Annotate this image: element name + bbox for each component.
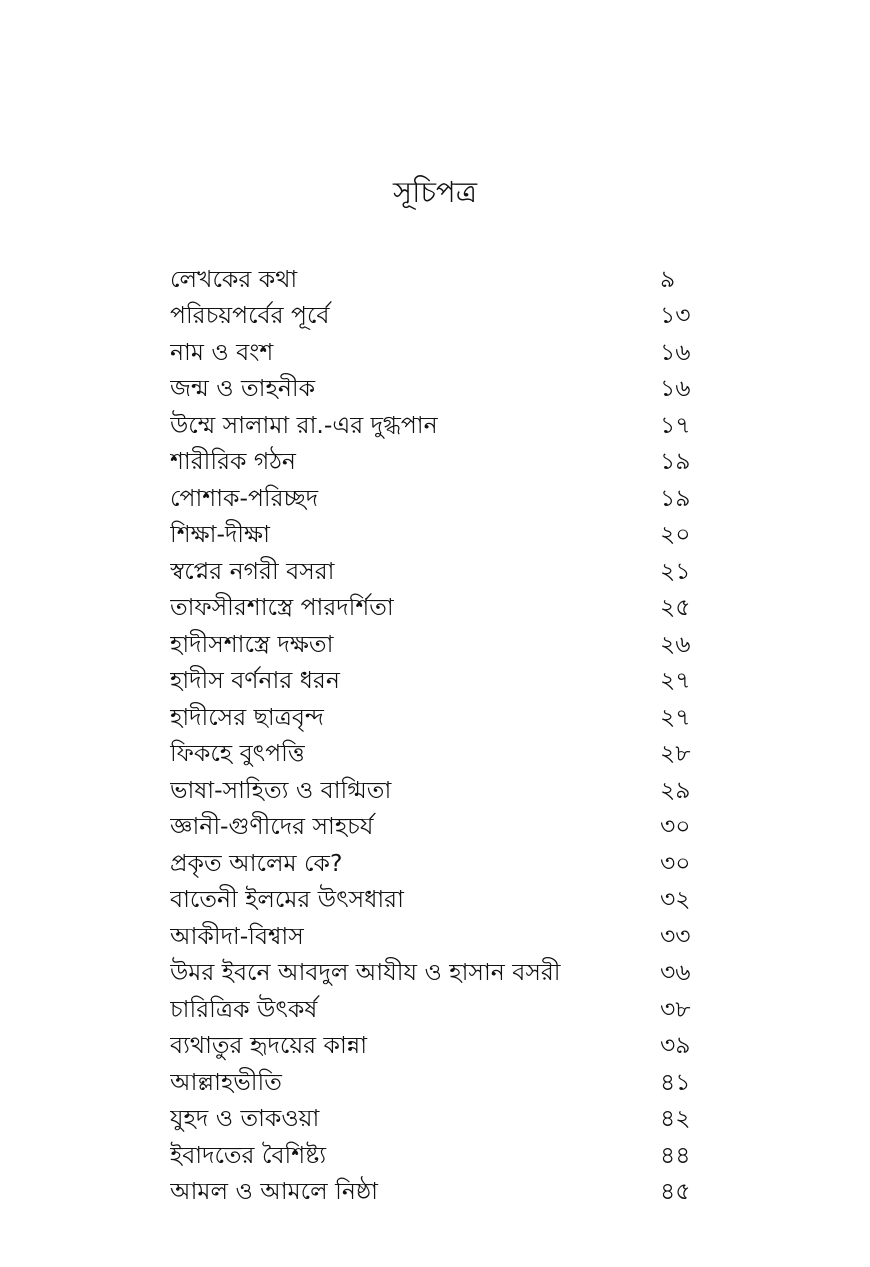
toc-entry: লেখকের কথা bbox=[170, 264, 298, 293]
toc-entry: পরিচয়পর্বের পূর্বে bbox=[170, 301, 330, 330]
toc-row bbox=[170, 737, 730, 774]
toc-row bbox=[170, 956, 730, 993]
toc-page-number: ১৯ bbox=[660, 447, 691, 476]
toc-page-number: ২৫ bbox=[660, 593, 691, 622]
toc-row bbox=[170, 408, 730, 445]
toc-entry: ফিকহে বুৎপত্তি bbox=[170, 739, 305, 768]
toc-entry: হাদীসের ছাত্রবৃন্দ bbox=[170, 702, 324, 731]
toc-page-number: ৩০ bbox=[660, 812, 691, 841]
toc-page-number: ১৬ bbox=[660, 374, 691, 403]
toc-row bbox=[170, 262, 730, 299]
toc-entry: জ্ঞানী-গুণীদের সাহচর্য bbox=[170, 812, 374, 841]
toc-entry: আল্লাহভীতি bbox=[170, 1067, 282, 1096]
toc-entry: হাদীসশাস্ত্রে দক্ষতা bbox=[170, 629, 334, 658]
toc-page-number: ১৬ bbox=[660, 337, 691, 366]
toc-entry: আমল ও আমলে নিষ্ঠা bbox=[170, 1177, 378, 1206]
toc-page-number: ১৭ bbox=[660, 410, 691, 439]
toc-page-number: ৩২ bbox=[660, 885, 691, 914]
toc-row bbox=[170, 810, 730, 847]
toc-row bbox=[170, 335, 730, 372]
toc-page-number: ২৬ bbox=[660, 629, 691, 658]
toc-row bbox=[170, 481, 730, 518]
table-of-contents bbox=[170, 262, 730, 1211]
toc-row bbox=[170, 445, 730, 482]
toc-entry: শিক্ষা-দীক্ষা bbox=[170, 520, 270, 549]
toc-row bbox=[170, 518, 730, 555]
toc-entry: হাদীস বর্ণনার ধরন bbox=[170, 666, 340, 695]
toc-row bbox=[170, 372, 730, 409]
toc-row bbox=[170, 1065, 730, 1102]
toc-page-number: ১৩ bbox=[660, 301, 691, 330]
toc-page-number: ২৯ bbox=[660, 775, 691, 804]
toc-entry: চারিত্রিক উৎকর্ষ bbox=[170, 994, 318, 1023]
toc-row bbox=[170, 591, 730, 628]
toc-page-number: ৩০ bbox=[660, 848, 691, 877]
toc-row bbox=[170, 883, 730, 920]
toc-page-number: ৪৪ bbox=[660, 1140, 691, 1169]
toc-page-number: ৩৩ bbox=[660, 921, 691, 950]
toc-entry: উমর ইবনে আবদুল আযীয ও হাসান বসরী bbox=[170, 958, 561, 987]
toc-row bbox=[170, 919, 730, 956]
toc-page-number: ৯ bbox=[660, 264, 676, 293]
toc-entry: উম্মে সালামা রা.-এর দুগ্ধপান bbox=[170, 410, 438, 439]
toc-row bbox=[170, 1029, 730, 1066]
toc-page-number: ১৯ bbox=[660, 483, 691, 512]
toc-page-number: ২৭ bbox=[660, 702, 691, 731]
toc-entry: যুহদ ও তাকওয়া bbox=[170, 1104, 320, 1133]
toc-entry: ইবাদতের বৈশিষ্ট্য bbox=[170, 1140, 327, 1169]
toc-page-number: ৩৯ bbox=[660, 1031, 691, 1060]
toc-entry: ভাষা-সাহিত্য ও বাগ্মিতা bbox=[170, 775, 392, 804]
toc-page-number: ৪৫ bbox=[660, 1177, 691, 1206]
toc-entry: নাম ও বংশ bbox=[170, 337, 274, 366]
toc-entry: আকীদা-বিশ্বাস bbox=[170, 921, 304, 950]
toc-page-number: ২১ bbox=[660, 556, 691, 585]
toc-page-number: ২৭ bbox=[660, 666, 691, 695]
toc-entry: তাফসীরশাস্ত্রে পারদর্শিতা bbox=[170, 593, 394, 622]
toc-page-number: ২৮ bbox=[660, 739, 691, 768]
toc-entry: বাতেনী ইলমের উৎসধারা bbox=[170, 885, 404, 914]
toc-row bbox=[170, 664, 730, 701]
toc-row bbox=[170, 992, 730, 1029]
toc-row bbox=[170, 846, 730, 883]
toc-entry: স্বপ্নের নগরী বসরা bbox=[170, 556, 335, 585]
toc-entry: প্রকৃত আলেম কে? bbox=[170, 848, 343, 877]
toc-row bbox=[170, 700, 730, 737]
toc-row bbox=[170, 773, 730, 810]
toc-page-number: ৩৬ bbox=[660, 958, 691, 987]
toc-entry: জন্ম ও তাহনীক bbox=[170, 374, 316, 403]
toc-entry: পোশাক-পরিচ্ছদ bbox=[170, 483, 319, 512]
toc-row bbox=[170, 1175, 730, 1212]
toc-entry: ব্যথাতুর হৃদয়ের কান্না bbox=[170, 1031, 368, 1060]
toc-row bbox=[170, 627, 730, 664]
toc-page-number: ২০ bbox=[660, 520, 691, 549]
toc-row bbox=[170, 299, 730, 336]
toc-row bbox=[170, 1102, 730, 1139]
page-title: সূচিপত্র bbox=[392, 175, 478, 209]
toc-entry: শারীরিক গঠন bbox=[170, 447, 296, 476]
toc-page-number: ৩৮ bbox=[660, 994, 691, 1023]
toc-page-number: ৪২ bbox=[660, 1104, 691, 1133]
toc-page-number: ৪১ bbox=[660, 1067, 691, 1096]
toc-row bbox=[170, 1138, 730, 1175]
toc-row bbox=[170, 554, 730, 591]
